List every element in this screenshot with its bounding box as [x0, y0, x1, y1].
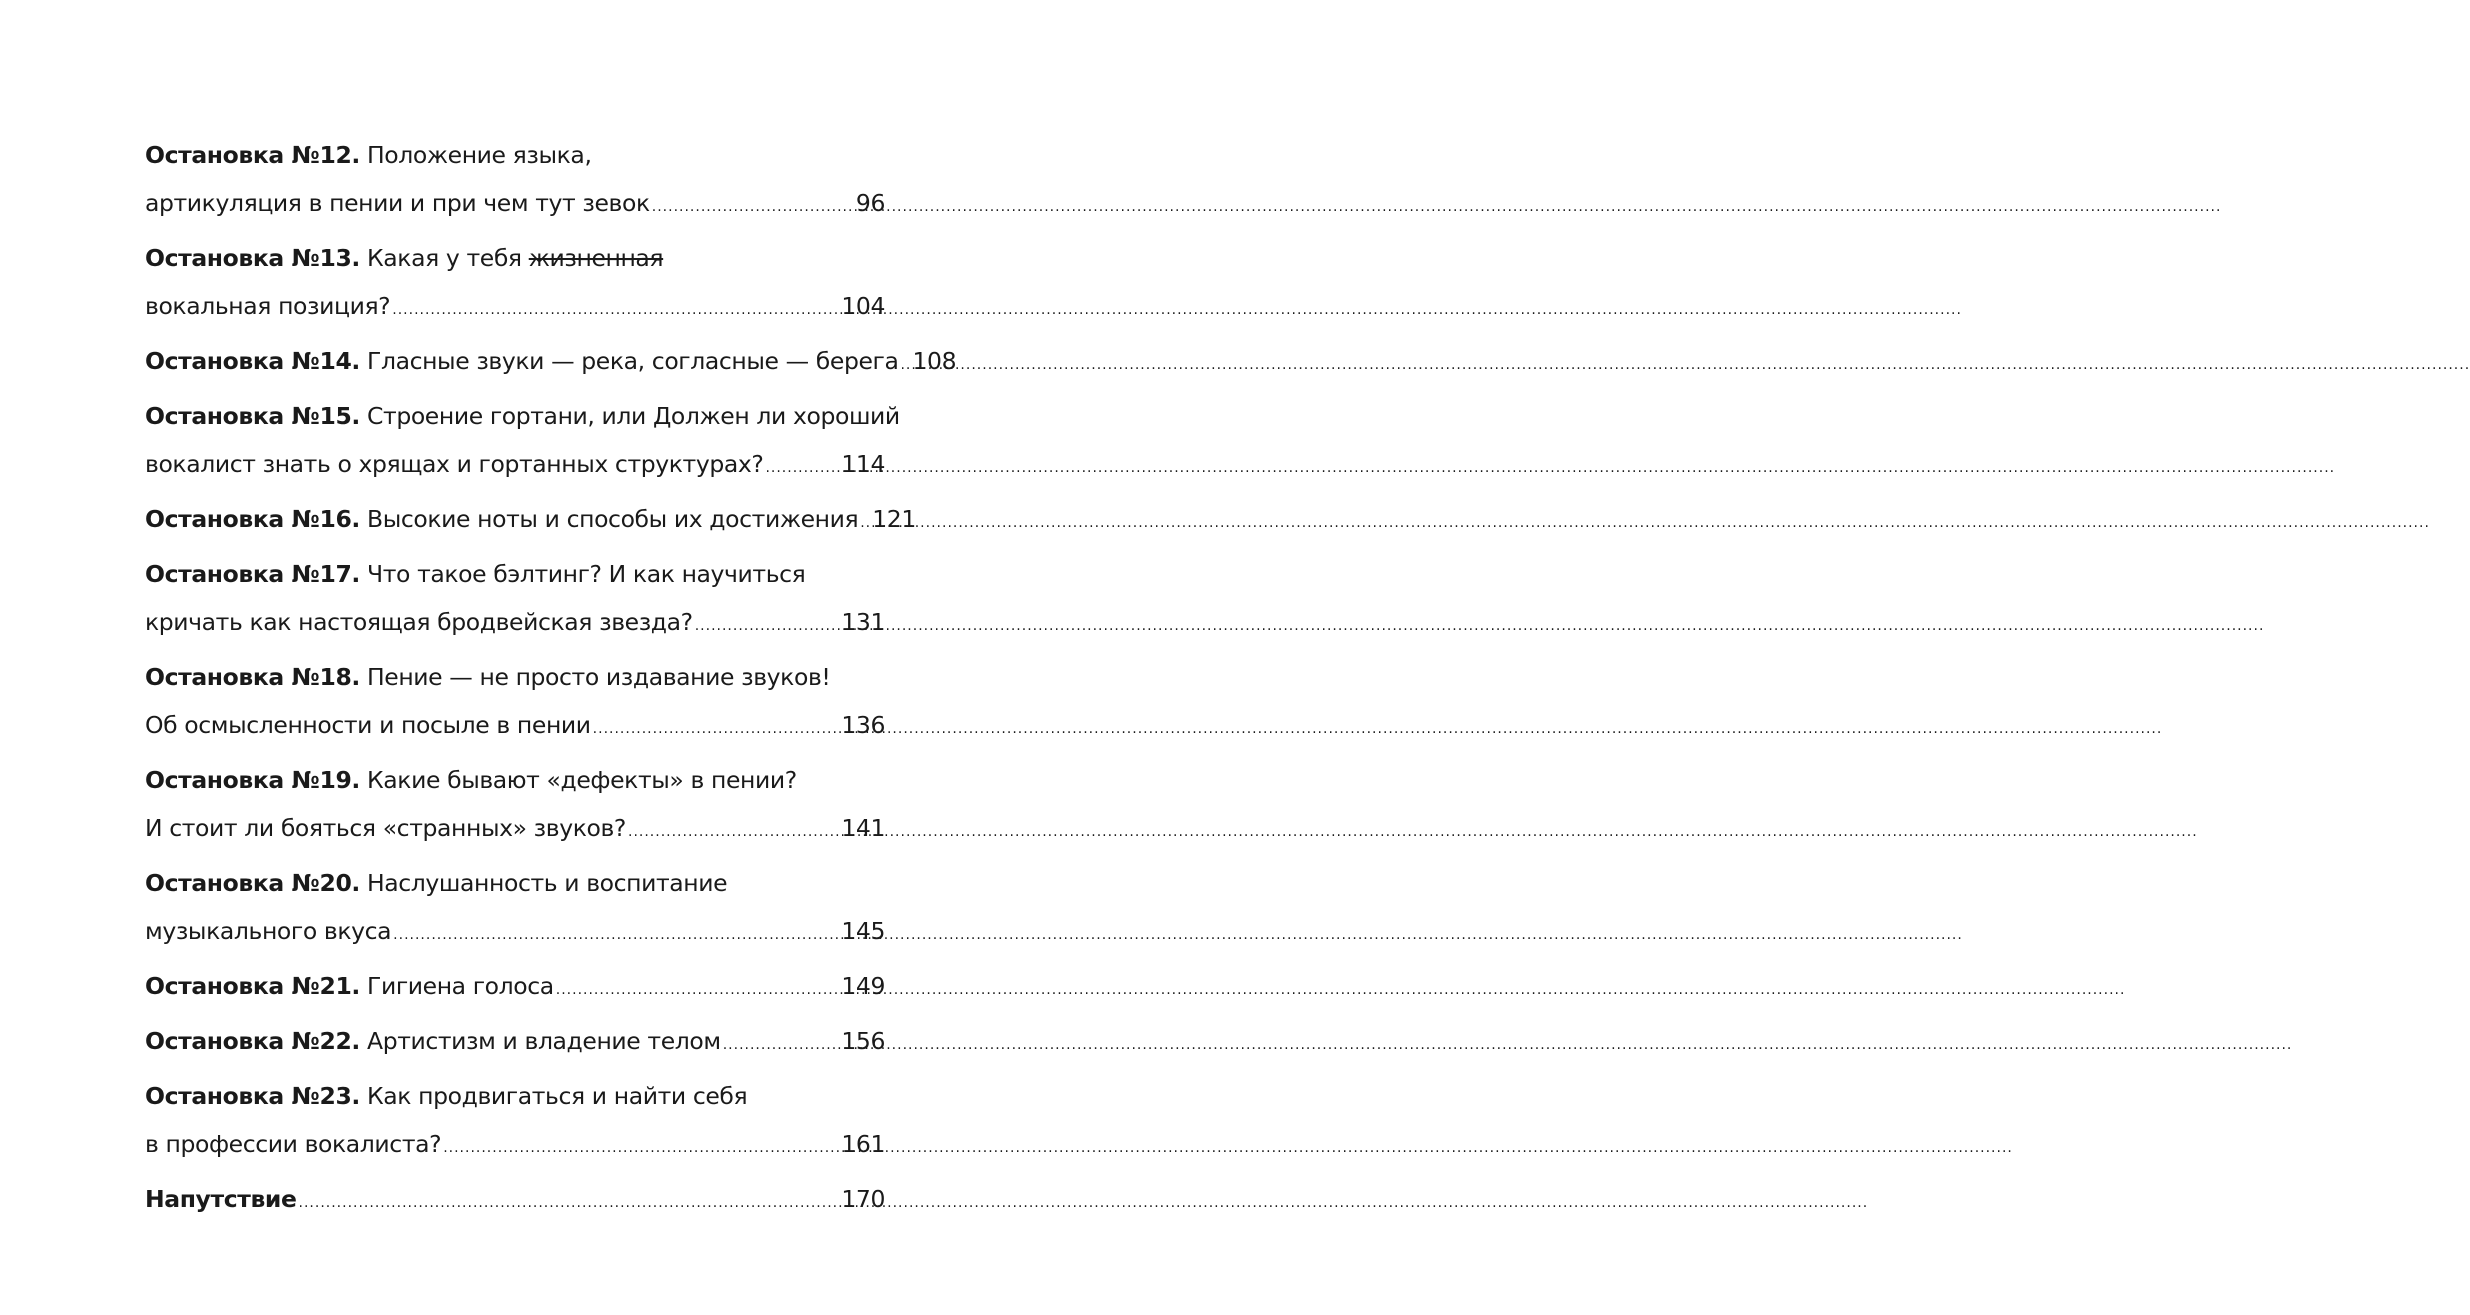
- leader-dots: [860, 499, 870, 547]
- entry-title: И стоит ли бояться «странных» звуков?: [145, 814, 626, 842]
- page-number: 141: [841, 814, 885, 842]
- toc-leader-line: [145, 598, 885, 646]
- toc-leader-line: [145, 337, 957, 385]
- struck-word: жизненная: [528, 244, 664, 272]
- leader-dots: [900, 341, 910, 389]
- toc-leader-line: [145, 1017, 885, 1065]
- entry-label: Остановка №18.: [145, 663, 360, 691]
- page-number: 156: [841, 1027, 885, 1055]
- toc-entry-12[interactable]: [145, 131, 885, 227]
- entry-label: Напутствие: [145, 1185, 297, 1213]
- entry-title: Гласные звуки — река, согласные — берега: [367, 347, 899, 375]
- toc-entry-first-line: [145, 859, 885, 907]
- page-number: 114: [841, 450, 885, 478]
- leader-dots: [393, 911, 839, 959]
- toc-leader-line: [145, 804, 885, 852]
- page-number: 121: [872, 505, 916, 533]
- entry-title: артикуляция в пении и при чем тут зевок: [145, 189, 650, 217]
- toc-entry-afterword[interactable]: [145, 1175, 885, 1223]
- toc-entry-first-line: [145, 131, 885, 179]
- leader-dots: [628, 808, 839, 856]
- entry-title: музыкального вкуса: [145, 917, 392, 945]
- entry-title-wrap: [145, 495, 858, 543]
- entry-title: Пение — не просто издавание звуков!: [367, 663, 831, 691]
- entry-label: Остановка №21.: [145, 972, 360, 1000]
- entry-title: Артистизм и владение телом: [367, 1027, 721, 1055]
- toc-entry-17[interactable]: [145, 550, 885, 646]
- leader-dots: [765, 444, 839, 492]
- entry-title: Гигиена голоса: [367, 972, 554, 1000]
- entry-title: Как продвигаться и найти себя: [367, 1082, 748, 1110]
- entry-title: Какая у тебя: [367, 244, 529, 272]
- toc-entry-first-line: [145, 653, 885, 701]
- toc-leader-line: [145, 440, 885, 488]
- leader-dots: [299, 1179, 840, 1227]
- toc-leader-line: [145, 701, 885, 749]
- toc-leader-line: [145, 282, 885, 330]
- entry-title: Строение гортани, или Должен ли хороший: [367, 402, 900, 430]
- entry-label: Остановка №23.: [145, 1082, 360, 1110]
- toc-leader-line: [145, 1175, 885, 1223]
- leader-dots: [443, 1124, 839, 1172]
- entry-title: Высокие ноты и способы их достижения: [367, 505, 859, 533]
- page-number: 104: [841, 292, 885, 320]
- toc-entry-first-line: [145, 234, 885, 282]
- entry-label: Остановка №22.: [145, 1027, 360, 1055]
- entry-title-wrap: [145, 962, 554, 1010]
- page-number: 96: [855, 189, 885, 217]
- toc-entry-13[interactable]: [145, 234, 885, 330]
- leader-dots: [695, 602, 840, 650]
- toc-entry-14[interactable]: [145, 337, 957, 385]
- entry-label: Остановка №17.: [145, 560, 360, 588]
- page-number: 161: [841, 1130, 885, 1158]
- toc-entry-first-line: [145, 392, 900, 440]
- toc-entry-15[interactable]: [145, 392, 900, 488]
- toc-entry-first-line: [145, 756, 885, 804]
- entry-title: вокальная позиция?: [145, 292, 391, 320]
- toc-entry-23[interactable]: [145, 1072, 885, 1168]
- leader-dots: [593, 705, 840, 753]
- entry-label: Остановка №19.: [145, 766, 360, 794]
- page-number: 108: [912, 347, 957, 375]
- entry-title: Какие бывают «дефекты» в пении?: [367, 766, 797, 794]
- leader-dots: [392, 286, 839, 334]
- leader-dots: [556, 966, 840, 1014]
- page-number: 149: [841, 972, 885, 1000]
- entry-title: Что такое бэлтинг? И как научиться: [367, 560, 806, 588]
- entry-label: Остановка №13.: [145, 244, 360, 272]
- toc-entry-first-line: [145, 1072, 885, 1120]
- entry-label: Остановка №14.: [145, 347, 360, 375]
- page-number: 131: [841, 608, 885, 636]
- page-number: 145: [841, 917, 885, 945]
- page-number: 136: [841, 711, 885, 739]
- entry-title-wrap: [145, 337, 898, 385]
- entry-title: Наслушанность и воспитание: [367, 869, 728, 897]
- table-of-contents: [145, 131, 957, 1223]
- toc-leader-line: [145, 495, 916, 543]
- toc-entry-21[interactable]: [145, 962, 885, 1010]
- entry-title-wrap: [145, 1017, 721, 1065]
- entry-title: вокалист знать о хрящах и гортанных структурах?: [145, 450, 764, 478]
- toc-leader-line: [145, 1120, 885, 1168]
- entry-title: Об осмысленности и посыле в пении: [145, 711, 591, 739]
- entry-label: Остановка №12.: [145, 141, 360, 169]
- leader-dots: [723, 1021, 840, 1069]
- toc-entry-19[interactable]: [145, 756, 885, 852]
- entry-title: в профессии вокалиста?: [145, 1130, 442, 1158]
- toc-entry-16[interactable]: [145, 495, 916, 543]
- entry-label: Остановка №20.: [145, 869, 360, 897]
- toc-leader-line: [145, 907, 885, 955]
- entry-title: Положение языка,: [367, 141, 592, 169]
- toc-entry-18[interactable]: [145, 653, 885, 749]
- toc-leader-line: [145, 962, 885, 1010]
- toc-entry-20[interactable]: [145, 859, 885, 955]
- entry-title: кричать как настоящая бродвейская звезда?: [145, 608, 693, 636]
- toc-leader-line: [145, 179, 885, 227]
- page-number: 170: [841, 1185, 885, 1213]
- toc-entry-first-line: [145, 550, 885, 598]
- entry-label: Остановка №16.: [145, 505, 360, 533]
- entry-label: Остановка №15.: [145, 402, 360, 430]
- leader-dots: [652, 183, 854, 231]
- toc-entry-22[interactable]: [145, 1017, 885, 1065]
